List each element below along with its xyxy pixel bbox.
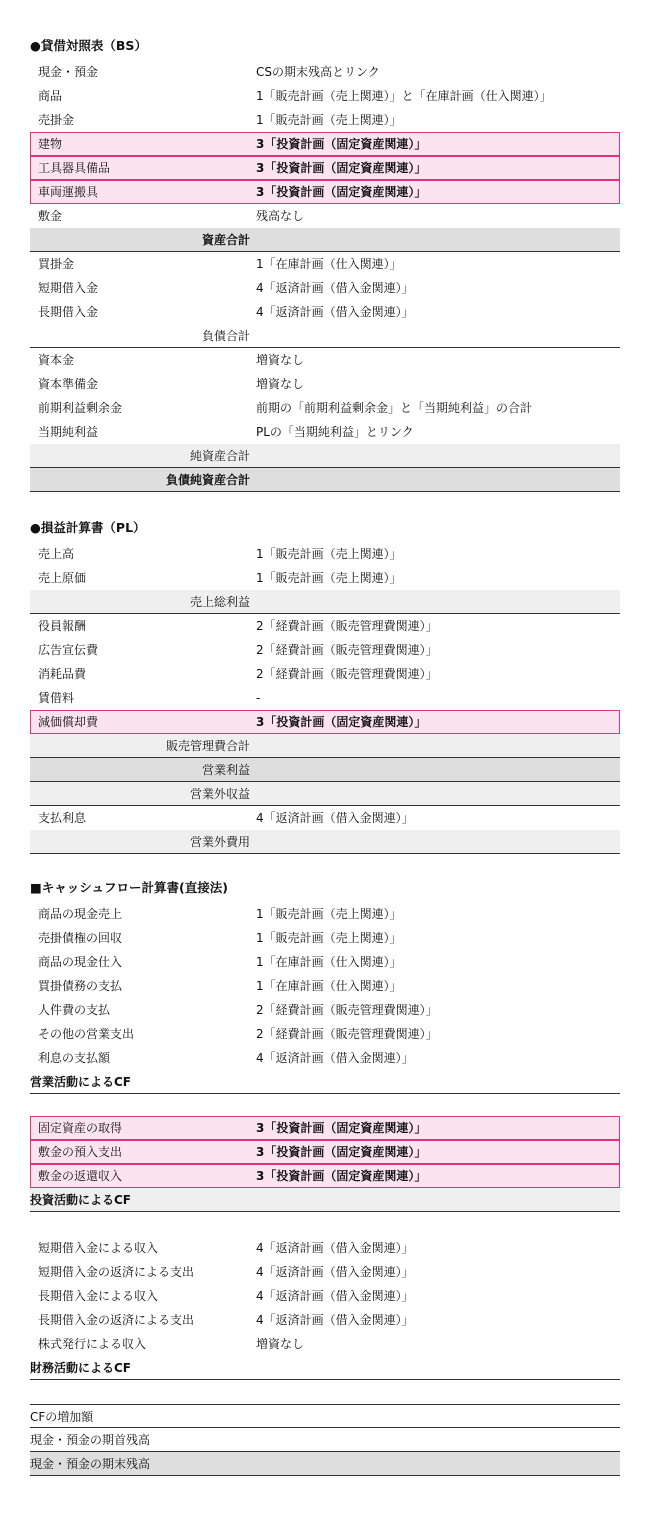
bs-row-net-income (30, 420, 620, 444)
cf-row-payable-payment (30, 974, 620, 998)
row-label: 売掛債権の回収 (38, 931, 123, 945)
row-label: 売上原価 (38, 571, 87, 585)
cf-row-receivable-collection (30, 926, 620, 950)
cf-opening-balance (30, 1428, 620, 1452)
bs-row-vehicles (30, 180, 620, 204)
row-label: 前期利益剰余金 (38, 401, 123, 415)
row-source: - (256, 691, 261, 705)
cf-closing-balance (30, 1452, 620, 1476)
pl-row-sales (30, 542, 620, 566)
row-label: 支払利息 (38, 811, 87, 825)
row-source: 2「経費計画（販売管理費関連）」 (256, 619, 438, 633)
row-label: 工具器具備品 (38, 161, 111, 175)
pl-row-advertising (30, 638, 620, 662)
row-label: その他の営業支出 (38, 1027, 135, 1041)
cf-row-deposit-paid (30, 1140, 620, 1164)
row-source: 4「返済計画（借入金関連）」 (256, 305, 414, 319)
pl-non-operating-expense (30, 830, 620, 854)
bs-row-cash (30, 60, 620, 84)
pl-row-supplies (30, 662, 620, 686)
row-source: 1「販売計画（売上関連）」 (256, 571, 402, 585)
row-label: CFの増加額 (30, 1410, 94, 1424)
bs-row-tools (30, 156, 620, 180)
pl-operating-income (30, 758, 620, 782)
row-label: 販売管理費合計 (165, 739, 250, 753)
cf-row-cash-sales (30, 902, 620, 926)
row-label: 減価償却費 (38, 715, 99, 729)
bs-row-payable (30, 252, 620, 276)
row-source: CSの期末残高とリンク (256, 65, 380, 79)
row-source: 3「投資計画（固定資産関連）」 (256, 161, 427, 175)
cf-row-long-loan-in (30, 1284, 620, 1308)
cf-financing-total (30, 1356, 620, 1380)
row-source: 1「販売計画（売上関連）」 (256, 113, 402, 127)
row-label: 売掛金 (38, 113, 75, 127)
row-source: 1「販売計画（売上関連）」 (256, 547, 402, 561)
bs-row-building (30, 132, 620, 156)
row-label: 営業活動によるCF (30, 1075, 132, 1089)
row-label: 現金・預金 (38, 65, 99, 79)
row-label: 商品の現金売上 (38, 907, 123, 921)
row-label: 商品の現金仕入 (38, 955, 123, 969)
pl-total-sga (30, 734, 620, 758)
cf-increase (30, 1404, 620, 1428)
row-source: 2「経費計画（販売管理費関連）」 (256, 1003, 438, 1017)
bs-row-capital-reserve (30, 372, 620, 396)
row-label: 敷金 (38, 209, 63, 223)
row-label: 広告宣伝費 (38, 643, 99, 657)
row-label: 資産合計 (201, 233, 250, 247)
cf-row-fixed-asset (30, 1116, 620, 1140)
row-label: 人件費の支払 (38, 1003, 111, 1017)
row-label: 負債合計 (201, 329, 250, 343)
row-label: 敷金の返還収入 (38, 1169, 123, 1183)
cf-row-interest-paid (30, 1046, 620, 1070)
row-source: 3「投資計画（固定資産関連）」 (256, 1145, 427, 1159)
row-label: 短期借入金による収入 (38, 1241, 159, 1255)
row-label: 買掛債務の支払 (38, 979, 123, 993)
bs-row-receivable (30, 108, 620, 132)
row-source: 4「返済計画（借入金関連）」 (256, 811, 414, 825)
row-label: 現金・預金の期末残高 (30, 1457, 151, 1471)
row-label: 営業外収益 (189, 787, 250, 801)
pl-non-operating-income (30, 782, 620, 806)
row-label: 車両運搬具 (38, 185, 99, 199)
pl-section-title: ●損益計算書（PL） (30, 520, 146, 535)
row-source: 3「投資計画（固定資産関連）」 (256, 1121, 427, 1135)
bs-total-net-assets (30, 444, 620, 468)
row-source: 2「経費計画（販売管理費関連）」 (256, 643, 438, 657)
row-label: 売上高 (38, 547, 75, 561)
row-label: 長期借入金の返済による支出 (38, 1313, 195, 1327)
row-label: 営業外費用 (189, 835, 250, 849)
pl-gross-profit (30, 590, 620, 614)
row-source: 4「返済計画（借入金関連）」 (256, 1265, 414, 1279)
bs-row-capital (30, 348, 620, 372)
pl-row-officer-pay (30, 614, 620, 638)
row-source: 1「在庫計画（仕入関連）」 (256, 979, 402, 993)
row-source: 増資なし (256, 377, 305, 391)
row-label: 買掛金 (38, 257, 75, 271)
pl-row-depreciation (30, 710, 620, 734)
row-label: 当期純利益 (38, 425, 99, 439)
row-source: 1「在庫計画（仕入関連）」 (256, 257, 402, 271)
bs-row-goods (30, 84, 620, 108)
row-label: 利息の支払額 (38, 1051, 111, 1065)
row-label: 純資産合計 (189, 449, 250, 463)
row-source: 前期の「前期利益剰余金」と「当期純利益」の合計 (256, 401, 533, 415)
row-label: 売上総利益 (189, 595, 250, 609)
bs-row-long-loan (30, 300, 620, 324)
row-label: 現金・預金の期首残高 (30, 1433, 151, 1447)
row-source: 2「経費計画（販売管理費関連）」 (256, 667, 438, 681)
cf-row-cash-purchase (30, 950, 620, 974)
row-label: 長期借入金による収入 (38, 1289, 159, 1303)
row-source: 3「投資計画（固定資産関連）」 (256, 137, 427, 151)
row-label: 賃借料 (38, 691, 75, 705)
row-label: 営業利益 (201, 763, 250, 777)
pl-row-cogs (30, 566, 620, 590)
cf-operating-total (30, 1070, 620, 1094)
pl-row-interest (30, 806, 620, 830)
bs-row-deposit (30, 204, 620, 228)
row-source: 4「返済計画（借入金関連）」 (256, 1289, 414, 1303)
cf-row-short-loan-repay (30, 1260, 620, 1284)
row-label: 投資活動によるCF (30, 1193, 132, 1207)
row-label: 資本準備金 (38, 377, 99, 391)
row-label: 役員報酬 (38, 619, 87, 633)
row-label: 消耗品費 (38, 667, 87, 681)
bs-row-retained (30, 396, 620, 420)
row-source: PLの「当期純利益」とリンク (256, 425, 414, 439)
row-label: 建物 (38, 137, 63, 151)
cf-row-other-operating (30, 1022, 620, 1046)
row-source: 1「販売計画（売上関連）」 (256, 931, 402, 945)
bs-total-liabilities (30, 324, 620, 348)
row-source: 4「返済計画（借入金関連）」 (256, 1051, 414, 1065)
row-label: 敷金の預入支出 (38, 1145, 123, 1159)
row-source: 2「経費計画（販売管理費関連）」 (256, 1027, 438, 1041)
row-label: 商品 (38, 89, 63, 103)
cf-row-short-loan-in (30, 1236, 620, 1260)
bs-total-liabilities-net-assets (30, 468, 620, 492)
bs-row-short-loan (30, 276, 620, 300)
row-label: 資本金 (38, 353, 75, 367)
row-source: 3「投資計画（固定資産関連）」 (256, 1169, 427, 1183)
row-source: 4「返済計画（借入金関連）」 (256, 1313, 414, 1327)
row-source: 3「投資計画（固定資産関連）」 (256, 185, 427, 199)
row-source: 増資なし (256, 353, 305, 367)
cf-section-title: ■キャッシュフロー計算書(直接法) (30, 880, 228, 895)
row-source: 4「返済計画（借入金関連）」 (256, 281, 414, 295)
row-source: 3「投資計画（固定資産関連）」 (256, 715, 427, 729)
cf-investing-total (30, 1188, 620, 1212)
row-label: 長期借入金 (38, 305, 99, 319)
row-source: 1「在庫計画（仕入関連）」 (256, 955, 402, 969)
cf-row-deposit-return (30, 1164, 620, 1188)
cf-row-long-loan-repay (30, 1308, 620, 1332)
row-label: 株式発行による収入 (38, 1337, 147, 1351)
row-source: 残高なし (256, 209, 305, 223)
row-label: 負債純資産合計 (165, 473, 250, 487)
cf-row-stock-issue (30, 1332, 620, 1356)
row-source: 増資なし (256, 1337, 305, 1351)
row-label: 財務活動によるCF (30, 1361, 132, 1375)
row-source: 4「返済計画（借入金関連）」 (256, 1241, 414, 1255)
pl-row-rent (30, 686, 620, 710)
cf-row-personnel (30, 998, 620, 1022)
row-label: 固定資産の取得 (38, 1121, 123, 1135)
row-label: 短期借入金の返済による支出 (38, 1265, 195, 1279)
bs-total-assets (30, 228, 620, 252)
bs-section-title: ●貸借対照表（BS） (30, 38, 147, 53)
row-source: 1「販売計画（売上関連）」と「在庫計画（仕入関連）」 (256, 89, 552, 103)
row-label: 短期借入金 (38, 281, 99, 295)
row-source: 1「販売計画（売上関連）」 (256, 907, 402, 921)
